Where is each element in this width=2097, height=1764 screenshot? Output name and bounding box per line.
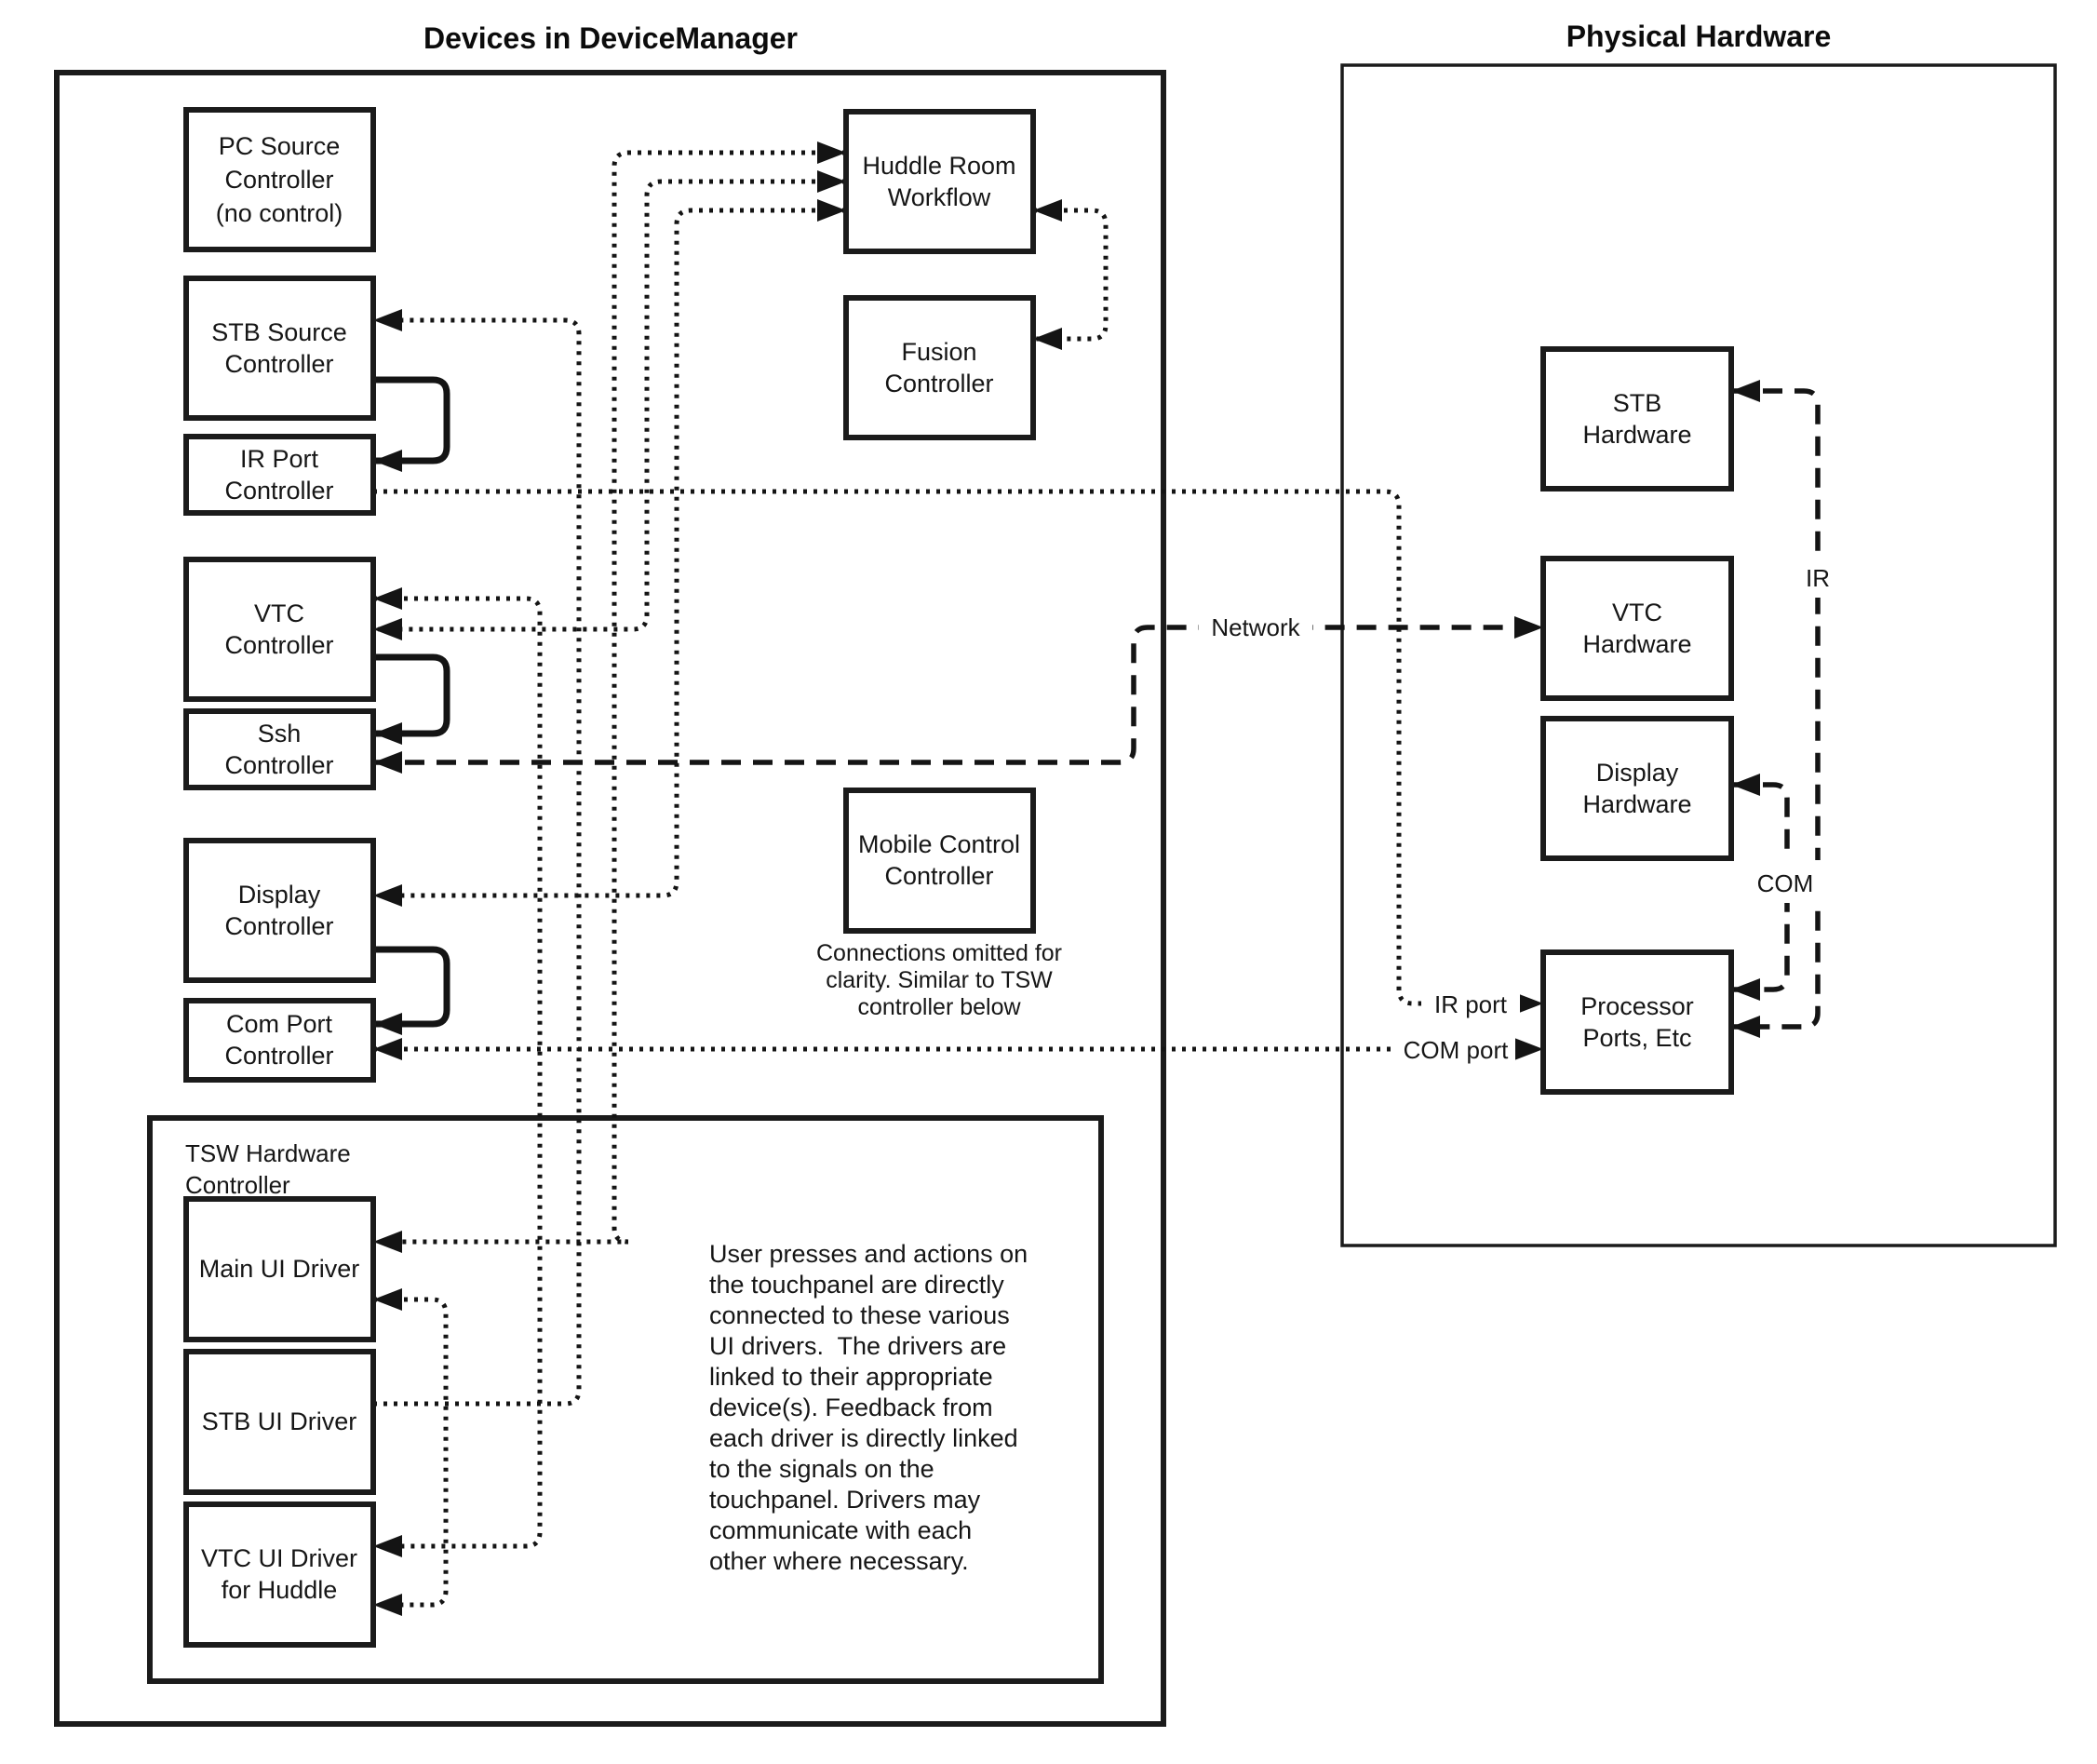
svg-text:other where necessary.: other where necessary. (709, 1547, 969, 1575)
svg-text:UI drivers. The drivers are: UI drivers. The drivers are (709, 1332, 1007, 1360)
svg-text:Ssh: Ssh (257, 720, 302, 747)
svg-text:Ports, Etc: Ports, Etc (1582, 1024, 1692, 1052)
svg-text:touchpanel. Drivers may: touchpanel. Drivers may (709, 1486, 981, 1514)
right-panel-title: Physical Hardware (1566, 20, 1832, 53)
connection-display-comport (373, 949, 447, 1024)
svg-text:Display: Display (237, 881, 321, 909)
svg-text:Controller: Controller (224, 1042, 334, 1070)
box-stb-source-controller (186, 278, 373, 418)
box-fusion-controller (846, 298, 1033, 438)
connection-mainui-vtcui (373, 1299, 446, 1605)
box-ssh-controller (186, 711, 373, 788)
com-port-label (1396, 1030, 1515, 1069)
svg-text:IR port: IR port (1433, 990, 1508, 1018)
connection-vtc-ssh (373, 657, 447, 734)
network-label (1199, 606, 1312, 647)
ir-port-label (1421, 984, 1520, 1023)
svg-text:Hardware: Hardware (1582, 421, 1692, 449)
connection-stbhw-processor-ir (1731, 391, 1818, 1027)
box-ir-port-controller (186, 437, 373, 513)
svg-text:Network: Network (1211, 613, 1300, 641)
svg-text:STB: STB (1612, 389, 1662, 417)
svg-text:Controller: Controller (224, 631, 334, 659)
svg-text:to the signals on the: to the signals on the (709, 1455, 934, 1483)
svg-text:Controller: Controller (224, 912, 334, 940)
svg-text:Controller: Controller (224, 166, 334, 194)
connection-huddle-display (373, 210, 846, 895)
svg-text:Fusion: Fusion (901, 338, 977, 366)
svg-text:User presses and actions on: User presses and actions on (709, 1240, 1028, 1268)
svg-text:linked to their appropriate: linked to their appropriate (709, 1363, 993, 1391)
svg-text:controller below: controller below (857, 994, 1021, 1020)
svg-text:Huddle Room: Huddle Room (862, 152, 1016, 180)
svg-text:Display: Display (1595, 759, 1679, 787)
svg-text:Hardware: Hardware (1582, 790, 1692, 818)
svg-text:the touchpanel are directly: the touchpanel are directly (709, 1271, 1004, 1299)
svg-text:Workflow: Workflow (887, 183, 991, 211)
box-stb-hardware (1543, 349, 1731, 489)
box-vtc-hardware (1543, 559, 1731, 698)
svg-text:PC Source: PC Source (218, 132, 341, 160)
svg-text:each driver is directly linked: each driver is directly linked (709, 1424, 1018, 1452)
box-vtc-controller (186, 559, 373, 699)
box-com-port-controller (186, 1001, 373, 1080)
box-processor-ports (1543, 952, 1731, 1092)
svg-text:communicate with each: communicate with each (709, 1516, 973, 1544)
box-mobile-control-controller (846, 790, 1033, 931)
box-display-controller (186, 841, 373, 980)
svg-text:Connections omitted for: Connections omitted for (815, 940, 1063, 966)
svg-text:clarity. Similar to TSW: clarity. Similar to TSW (826, 967, 1053, 993)
svg-text:Controller: Controller (884, 862, 994, 890)
svg-text:IR: IR (1806, 564, 1830, 592)
svg-text:VTC: VTC (1612, 599, 1662, 626)
svg-text:device(s). Feedback from: device(s). Feedback from (709, 1394, 993, 1421)
svg-text:for Huddle: for Huddle (221, 1576, 338, 1604)
svg-text:STB Source: STB Source (211, 318, 347, 346)
ir-label (1795, 555, 1841, 598)
tsw-panel-label-line1: TSW Hardware (185, 1139, 351, 1167)
box-pc-source-controller (186, 110, 373, 249)
svg-text:(no control): (no control) (215, 199, 343, 227)
tsw-note-text (709, 1240, 1028, 1575)
connection-ssh-vtchw-network (373, 627, 1543, 762)
svg-text:Main UI Driver: Main UI Driver (198, 1255, 360, 1283)
svg-text:Controller: Controller (884, 370, 994, 397)
svg-text:STB UI Driver: STB UI Driver (201, 1407, 357, 1435)
connection-stbsource-irport (373, 380, 447, 461)
svg-text:COM: COM (1756, 869, 1814, 897)
tsw-panel-label-line2: Controller (185, 1171, 290, 1199)
svg-text:VTC: VTC (254, 599, 304, 627)
svg-text:Controller: Controller (224, 751, 334, 779)
svg-text:Processor: Processor (1580, 992, 1694, 1020)
box-stb-ui-driver (186, 1352, 373, 1492)
box-huddle-room-workflow (846, 112, 1033, 251)
left-panel-title: Devices in DeviceManager (423, 21, 798, 55)
box-display-hardware (1543, 719, 1731, 858)
svg-text:IR Port: IR Port (239, 445, 319, 473)
box-vtc-ui-driver (186, 1504, 373, 1645)
com-label (1742, 860, 1828, 903)
svg-text:Controller: Controller (224, 477, 334, 505)
svg-text:VTC UI Driver: VTC UI Driver (201, 1544, 357, 1572)
svg-text:COM port: COM port (1403, 1036, 1509, 1064)
svg-text:Controller: Controller (224, 350, 334, 378)
svg-text:Com Port: Com Port (225, 1010, 333, 1038)
svg-text:connected to these various: connected to these various (709, 1301, 1010, 1329)
svg-text:Mobile Control: Mobile Control (857, 830, 1021, 858)
mobile-controller-caption (816, 940, 1062, 1020)
box-main-ui-driver (186, 1199, 373, 1340)
svg-text:Hardware: Hardware (1582, 630, 1692, 658)
connection-huddle-fusion (1033, 210, 1106, 339)
